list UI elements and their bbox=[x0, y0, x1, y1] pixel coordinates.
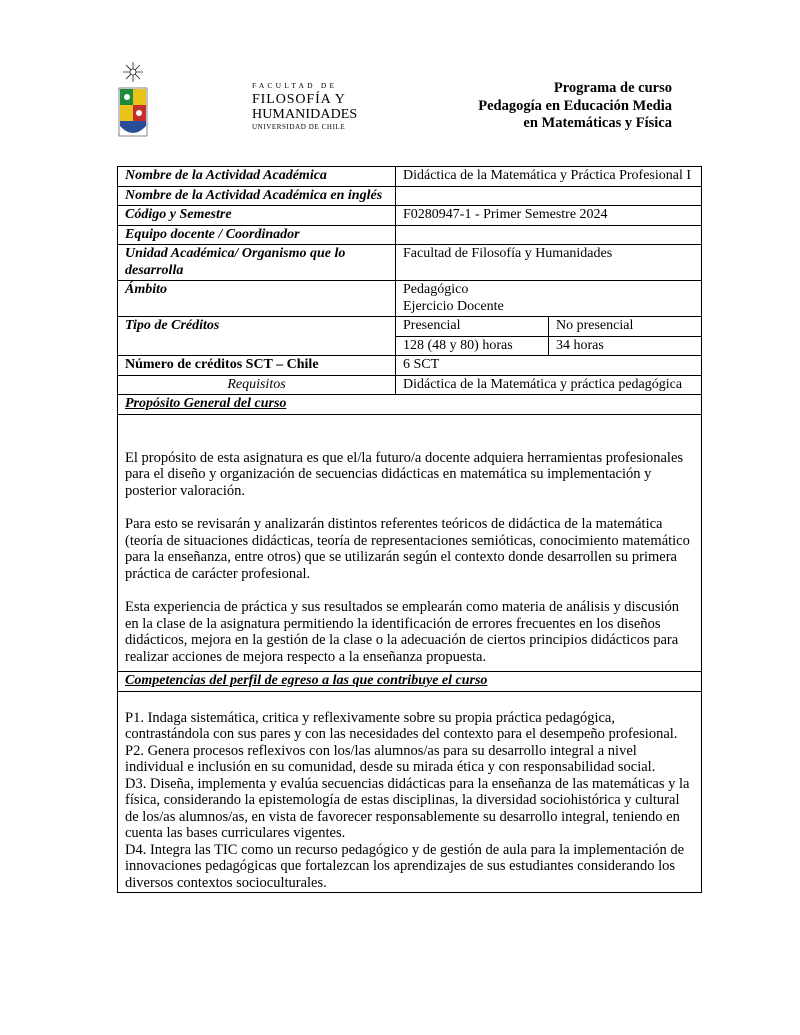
nombre-value: Didáctica de la Matemática y Práctica Profesional I bbox=[396, 167, 702, 187]
header-program: Programa de curso bbox=[553, 80, 672, 96]
header-career: Pedagogía en Educación Media bbox=[478, 97, 672, 114]
logo-line-filosofia: FILOSOFÍA Y bbox=[252, 91, 346, 107]
university-seal-icon bbox=[117, 60, 149, 140]
row-nombre bbox=[118, 167, 702, 187]
row-unidad bbox=[118, 245, 702, 281]
competencia-p1: P1. Indaga sistemática, critica y reflexivamente sobre su propia práctica pedagógica, contrastándola con sus pares y con las necesidades del contexto para el desempeño profesional. bbox=[125, 709, 678, 742]
course-info-table bbox=[117, 166, 702, 893]
row-competencias-title bbox=[118, 672, 702, 692]
unidad-label: Unidad Académica/ Organismo que lo desarrolla bbox=[118, 245, 396, 281]
competencias-body bbox=[118, 691, 702, 893]
row-equipo bbox=[118, 225, 702, 245]
competencia-d4: D4. Integra las TIC como un recurso pedagógico y de gestión de aula para la implementación de innovaciones pedagógicas que fortalezcan los aprendizajes de sus estudiantes considerando los diversos contextos socioculturales. bbox=[125, 841, 685, 891]
row-ambito bbox=[118, 281, 702, 317]
ambito-value-1: Pedagógico bbox=[403, 282, 469, 297]
sct-value: 6 SCT bbox=[396, 356, 702, 376]
sct-label: Número de créditos SCT – Chile bbox=[118, 356, 396, 376]
competencia-d3: D3. Diseña, implementa y evalúa secuencias didácticas para la enseñanza de las matemáticas y la física, considerando la epistemología de estas disciplinas, la diversidad sociohistórica y cultural de los/as alumnos/as, en vista de favorecer responsablemente su desarrollo integral, teniendo en cuenta las bases curriculares vigentes. bbox=[125, 775, 690, 841]
requisitos-label: Requisitos bbox=[118, 375, 396, 395]
ambito-label: Ámbito bbox=[118, 281, 396, 317]
no-presencial-label: No presencial bbox=[549, 317, 702, 336]
row-codigo bbox=[118, 206, 702, 226]
creditos-label: Tipo de Créditos bbox=[118, 317, 396, 356]
logo-line-facultad: FACULTAD DE bbox=[252, 81, 338, 90]
nombre-ingles-value bbox=[396, 186, 702, 206]
row-requisitos bbox=[118, 375, 702, 395]
faculty-logo bbox=[117, 60, 358, 140]
creditos-value bbox=[396, 317, 702, 356]
no-presencial-hours: 34 horas bbox=[556, 337, 604, 353]
logo-text bbox=[252, 82, 357, 131]
presencial-hours: 128 (48 y 80) horas bbox=[396, 336, 549, 355]
competencias-title: Competencias del perfil de egreso a las que contribuye el curso bbox=[118, 672, 702, 692]
presencial-label: Presencial bbox=[396, 317, 549, 336]
row-nombre-ingles bbox=[118, 186, 702, 206]
ambito-value bbox=[396, 281, 702, 317]
codigo-value: F0280947-1 - Primer Semestre 2024 bbox=[396, 206, 702, 226]
nombre-label: Nombre de la Actividad Académica bbox=[118, 167, 396, 187]
proposito-paragraph-1: El propósito de esta asignatura es que el/la futuro/a docente adquiera herramientas profesionales para el diseño y organización de secuencias didácticas en matemática su implementación y posterior valoración. bbox=[125, 449, 684, 499]
document-header bbox=[478, 80, 672, 133]
logo-line-universidad: UNIVERSIDAD DE CHILE bbox=[252, 122, 346, 131]
proposito-paragraph-3: Esta experiencia de práctica y sus resultados se emplearán como materia de análisis y discusión en la clase de la asignatura permitiendo la identificación de errores frecuentes en los diseños didácticos, mejora en la gestión de la clase o la adecuación de ciertos principios didácticos para realizar acciones de mejora respecto a la enseñanza propuesta. bbox=[125, 599, 680, 665]
row-sct bbox=[118, 356, 702, 376]
ambito-value-2: Ejercicio Docente bbox=[403, 298, 504, 314]
creditos-subtable bbox=[396, 317, 701, 355]
competencia-p2: P2. Genera procesos reflexivos con los/las alumnos/as para su desarrollo integral a nivel individual e inclusión en su comunidad, desde su mirada ética y con responsabilidad social. bbox=[125, 742, 656, 775]
row-competencias-body bbox=[118, 691, 702, 893]
equipo-label: Equipo docente / Coordinador bbox=[118, 225, 396, 245]
equipo-value bbox=[396, 225, 702, 245]
row-proposito-title bbox=[118, 395, 702, 415]
proposito-paragraph-2: Para esto se revisarán y analizarán distintos referentes teóricos de didáctica de la matemática (teoría de situaciones didácticas, teoría de representaciones semióticas, conocimiento matemático para la enseñanza, entre otros) que se utilizarán según el contexto donde desarrollen su primera práctica de carácter profesional. bbox=[125, 516, 690, 582]
codigo-label: Código y Semestre bbox=[118, 206, 396, 226]
proposito-body bbox=[118, 414, 702, 672]
proposito-title: Propósito General del curso bbox=[118, 395, 702, 415]
requisitos-value: Didáctica de la Matemática y práctica pedagógica bbox=[396, 375, 702, 395]
row-creditos bbox=[118, 317, 702, 356]
nombre-ingles-label: Nombre de la Actividad Académica en inglés bbox=[118, 186, 396, 206]
unidad-value: Facultad de Filosofía y Humanidades bbox=[396, 245, 702, 281]
header-specialty: en Matemáticas y Física bbox=[523, 115, 672, 131]
row-proposito-body bbox=[118, 414, 702, 672]
logo-line-humanidades: HUMANIDADES bbox=[252, 106, 358, 122]
